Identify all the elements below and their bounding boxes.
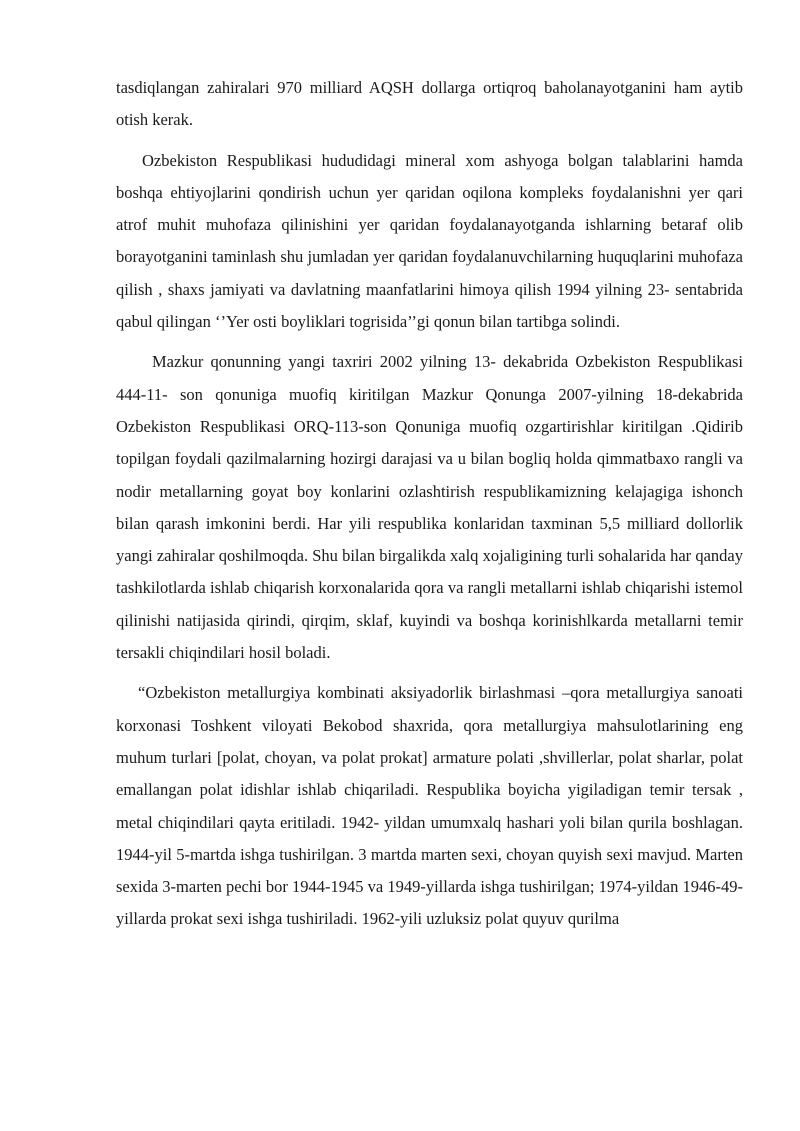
document-body xyxy=(116,72,743,944)
paragraph-1: tasdiqlangan zahiralari 970 milliard AQSH dollarga ortiqroq baholanayotganini ham aytib otish kerak. xyxy=(116,78,743,130)
paragraph-2: Ozbekiston Respublikasi hududidagi mineral xom ashyoga bolgan talablarini hamda boshqa ehtiyojlarini qondirish uchun yer qaridan oqilona kompleks foydalanishni yer qari atrof muhit muhofaza qilinishini yer qaridan foydalanayotganda ishlarning betaraf olib borayotganini taminlash shu jumladan yer qaridan foydalanuvchilarning huquqlarini muhofaza qilish , shaxs jamiyati va davlatning maanfatlarini himoya qilish 1994 yilning 23- sentabrida qabul qilingan ‘’Yer osti boyliklari togrisida’’gi qonun bilan tartibga solindi. xyxy=(116,150,743,332)
paragraph-3: Mazkur qonunning yangi taxriri 2002 yilning 13- dekabrida Ozbekiston Respublikasi 444-11- son qonuniga muofiq kiritilgan Mazkur Qonunga 2007-yilning 18-dekabrida Ozbekiston Respublikasi ORQ-113-son Qonuniga muofiq ozgartirishlar kiritilgan .Qidirib topilgan foydali qazilmalarning hozirgi darajasi va u bilan bogliq holda qimmatbaxo rangli va nodir metallarning goyat boy konlarini ozlashtirish respublikamizning kelajagiga ishonch bilan qarash imkonini berdi. Har yili respublika konlaridan taxminan 5,5 milliard dollorlik yangi zahiralar qoshilmoqda. Shu bilan birgalikda xalq xojaligining turli sohalarida har qanday tashkilotlarda ishlab chiqarish korxonalarida qora va rangli metallarni ishlab chiqarishi istemol qilinishi natijasida qirindi, qirqim, sklaf, kuyindi va boshqa korinishlkarda metallarni temir tersakli chiqindilari hosil boladi. xyxy=(116,352,743,663)
paragraph-4: “Ozbekiston metallurgiya kombinati aksiyadorlik birlashmasi –qora metallurgiya sanoati korxonasi Toshkent viloyati Bekobod shaxrida, qora metallurgiya mahsulotlarining eng muhum turlari [polat, choyan, va polat prokat] armature polati ,shvillerlar, polat sharlar, polat emallangan polat idishlar ishlab chiqariladi. Respublika boyicha yigiladigan temir tersak , metal chiqindilari qayta eritiladi. 1942- yildan umumxalq hashari yoli bilan qurila boshlagan. 1944-yil 5-martda ishga tushirilgan. 3 martda marten sexi, choyan quyish sexi mavjud. Marten sexida 3-marten pechi bor 1944-1945 va 1949-yillarda ishga tushirilgan; 1974-yildan 1946-49-yillarda prokat sexi ishga tushiriladi. 1962-yili uzluksiz polat quyuv qurilma xyxy=(116,683,743,929)
